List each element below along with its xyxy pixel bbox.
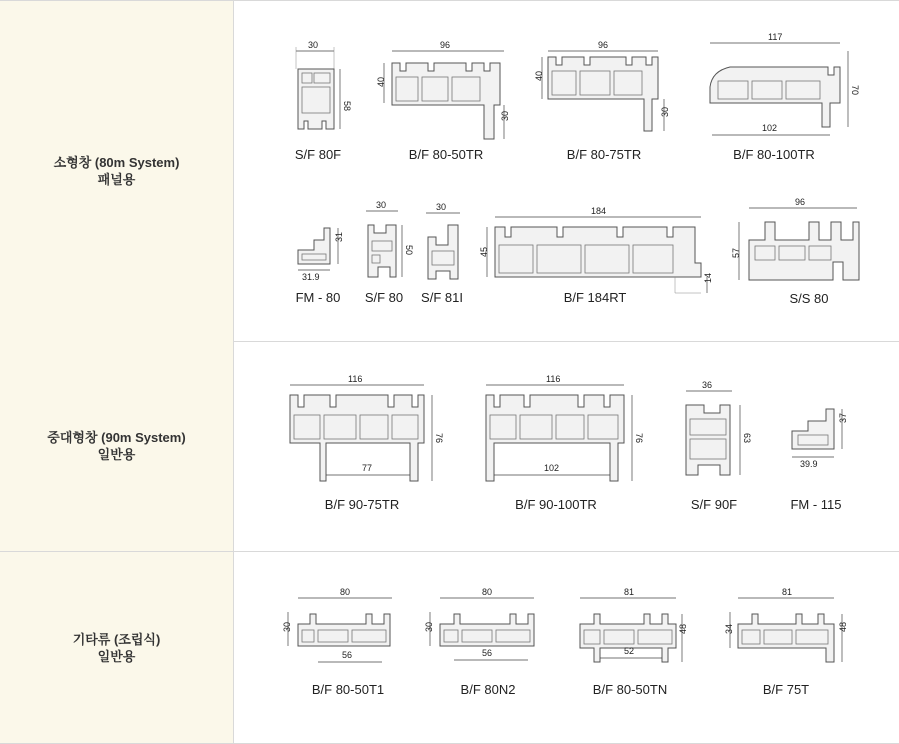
dim-label: 50	[404, 245, 414, 256]
dim-label: 36	[702, 380, 713, 390]
dim-label: 56	[482, 648, 493, 658]
profile-bf75t-drawing	[724, 586, 864, 676]
category-title: 중대형창 (90m System)	[47, 430, 186, 445]
profile-grid-large	[234, 341, 899, 551]
profile-sf80-drawing	[362, 201, 422, 286]
dim-label: 96	[598, 40, 609, 50]
dim-label: 14	[703, 272, 713, 283]
dim-label: 52	[624, 646, 635, 656]
profile-name: S/F 81I	[421, 290, 463, 305]
dim-label: 81	[624, 587, 635, 597]
profile-name: B/F 80-50T1	[311, 682, 385, 697]
profile-name: B/F 184RT	[563, 290, 627, 305]
dim-label: 117	[768, 32, 783, 42]
profile-name: S/F 90F	[690, 497, 738, 512]
dim-label: 39.9	[800, 459, 818, 469]
dim-label: 102	[762, 123, 778, 133]
category-subtitle: 일반용	[97, 648, 136, 664]
dim-label: 45	[479, 246, 489, 257]
category-row-large	[0, 341, 899, 552]
profile-bf80n2-drawing	[424, 586, 544, 676]
dim-label: 48	[678, 623, 688, 634]
profile-grid-small	[234, 1, 899, 341]
profile-name: FM - 115	[790, 497, 842, 512]
dim-label: 58	[342, 101, 352, 112]
dim-label: 56	[342, 650, 353, 660]
dim-label: 116	[546, 374, 561, 384]
profile-bf8050t1-drawing	[282, 586, 402, 676]
profile-bf8050tn-drawing	[572, 586, 702, 676]
profile-fm80-drawing	[294, 216, 364, 286]
profile-name: B/F 80-75TR	[566, 147, 642, 162]
category-label-large	[0, 341, 234, 551]
dim-label: 76	[634, 433, 644, 444]
dim-label: 70	[850, 85, 860, 96]
dim-label: 102	[544, 463, 560, 473]
dim-label: 63	[742, 433, 752, 444]
dim-label: 80	[482, 587, 493, 597]
dim-label: 30	[500, 110, 510, 121]
dim-label: 40	[534, 70, 544, 81]
category-subtitle: 일반용	[97, 447, 136, 462]
profile-name: S/F 80	[364, 290, 404, 305]
dim-label: 31	[334, 231, 344, 242]
profile-name: B/F 80-50TN	[592, 682, 668, 697]
profile-name: B/F 80-100TR	[733, 147, 815, 162]
profile-sf90f-drawing	[680, 381, 760, 481]
profile-bf9075tr-drawing	[284, 371, 454, 491]
dim-label: 37	[838, 412, 848, 423]
dim-label: 40	[376, 76, 386, 87]
dim-label: 57	[731, 247, 741, 258]
dim-label: 80	[340, 587, 351, 597]
category-row-small	[0, 0, 899, 342]
dim-label: 81	[782, 587, 793, 597]
profile-name: B/F 80N2	[460, 682, 516, 697]
dim-label: 34	[724, 623, 734, 634]
profile-name: B/F 90-75TR	[324, 497, 400, 512]
dim-label: 48	[838, 621, 848, 632]
category-row-other	[0, 552, 899, 744]
category-subtitle: 패널용	[97, 172, 136, 187]
dim-label: 30	[308, 40, 319, 50]
dim-label: 30	[660, 106, 670, 117]
category-title: 기타류 (조립식)	[72, 631, 161, 647]
dim-label: 184	[591, 206, 607, 216]
profile-name: S/S 80	[789, 291, 829, 306]
profile-bf184rt-drawing	[479, 201, 719, 301]
dim-label: 76	[434, 433, 444, 444]
dim-label: 30	[424, 621, 434, 632]
profile-ss80-drawing	[729, 196, 869, 291]
category-label-other	[0, 552, 234, 743]
profile-bf8050tr-drawing	[376, 41, 516, 141]
dim-label: 77	[362, 463, 373, 473]
profile-grid-other	[234, 552, 899, 743]
dim-label: 96	[440, 40, 451, 50]
profile-sf80f-drawing	[294, 41, 354, 141]
profile-bf80100tr-drawing	[704, 31, 864, 141]
dim-label: 30	[436, 202, 447, 212]
profile-bf90100tr-drawing	[482, 371, 652, 491]
profile-name: S/F 80F	[294, 147, 342, 162]
profile-fm115-drawing	[784, 401, 864, 481]
dim-label: 30	[282, 621, 292, 632]
profile-sf81i-drawing	[422, 201, 472, 286]
category-title: 소형창 (80m System)	[53, 155, 180, 170]
dim-label: 116	[348, 374, 363, 384]
dim-label: 30	[376, 200, 387, 210]
profile-name: B/F 80-50TR	[408, 147, 484, 162]
profile-name: FM - 80	[295, 290, 341, 305]
profile-bf8075tr-drawing	[534, 41, 674, 141]
category-label-small	[0, 1, 234, 341]
dim-label: 31.9	[302, 272, 320, 282]
profile-name: B/F 90-100TR	[515, 497, 597, 512]
profile-name: B/F 75T	[762, 682, 810, 697]
dim-label: 96	[795, 197, 806, 207]
